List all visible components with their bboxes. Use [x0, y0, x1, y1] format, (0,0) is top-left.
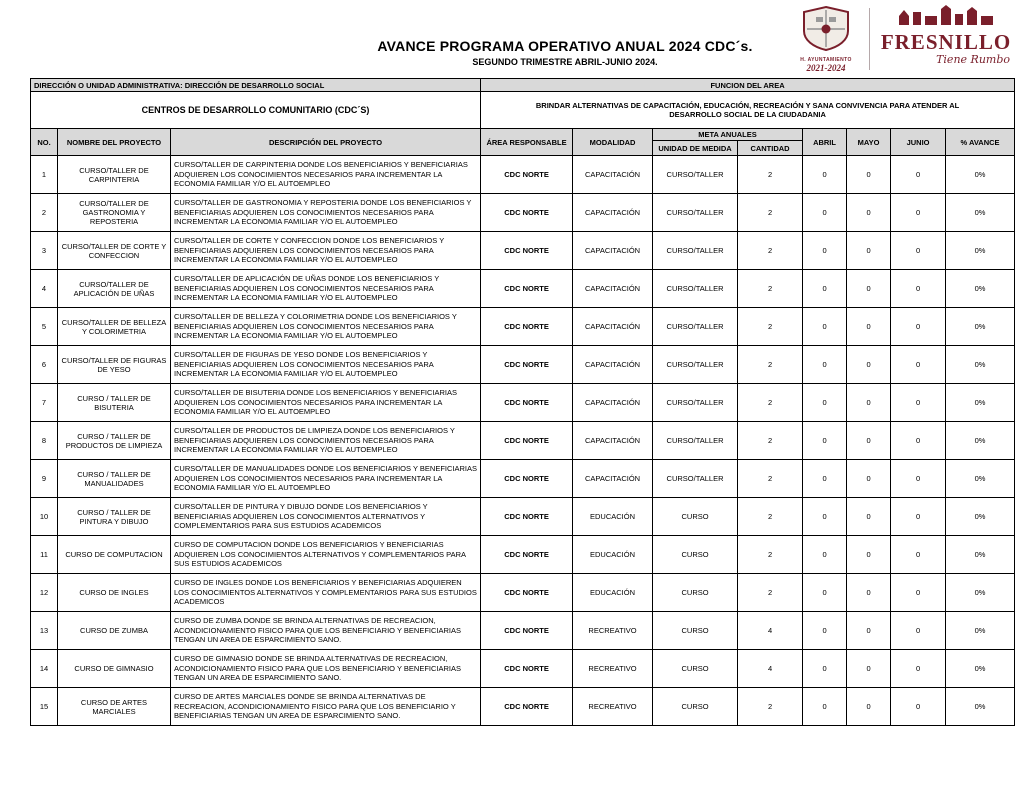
may-value: 0 [847, 194, 891, 232]
table-row [31, 232, 1015, 270]
project-description: CURSO DE ARTES MARCIALES DONDE SE BRINDA ALTERNATIVAS DE RECREACION, ACONDICIONAMIENTO FISICO PARA QUE LOS BENEFICIARIO Y BENEFICIARIAS TENGAN UN AREA DE ESPARCIMIENTO SANO. [171, 688, 481, 726]
table-row [31, 156, 1015, 194]
april-value: 0 [803, 270, 847, 308]
col-abril-header: ABRIL [803, 129, 847, 156]
row-number: 4 [31, 270, 58, 308]
modality: RECREATIVO [573, 612, 653, 650]
col-nombre-header: NOMBRE DEL PROYECTO [58, 129, 171, 156]
unit-of-measure: CURSO [653, 688, 738, 726]
june-value: 0 [891, 194, 946, 232]
unit-of-measure: CURSO/TALLER [653, 460, 738, 498]
table-row [31, 270, 1015, 308]
june-value: 0 [891, 536, 946, 574]
responsible-area: CDC NORTE [481, 612, 573, 650]
crest-years: 2021-2024 [806, 63, 846, 73]
brand-name: FRESNILLO [880, 30, 1012, 54]
project-name: CURSO / TALLER DE PINTURA Y DIBUJO [58, 498, 171, 536]
program-report-table [30, 78, 1015, 726]
april-value: 0 [803, 346, 847, 384]
june-value: 0 [891, 612, 946, 650]
project-description: CURSO DE COMPUTACION DONDE LOS BENEFICIARIOS Y BENEFICIARIAS ADQUIEREN LOS CONOCIMIENTOS ALTERNATIVOS Y COMPLEMENTARIOS PARA SUS ESTUDIOS ACADEMICOS [171, 536, 481, 574]
project-name: CURSO/TALLER DE CARPINTERIA [58, 156, 171, 194]
unit-of-measure: CURSO [653, 574, 738, 612]
modality: CAPACITACIÓN [573, 460, 653, 498]
percent-advance: 0% [946, 156, 1015, 194]
row-number: 12 [31, 574, 58, 612]
june-value: 0 [891, 460, 946, 498]
responsible-area: CDC NORTE [481, 688, 573, 726]
logo-block [793, 5, 1012, 73]
may-value: 0 [847, 384, 891, 422]
table-row [31, 308, 1015, 346]
row-number: 6 [31, 346, 58, 384]
table-row [31, 346, 1015, 384]
percent-advance: 0% [946, 460, 1015, 498]
unit-of-measure: CURSO [653, 536, 738, 574]
percent-advance: 0% [946, 536, 1015, 574]
row-number: 15 [31, 688, 58, 726]
modality: CAPACITACIÓN [573, 156, 653, 194]
annual-quantity: 2 [738, 384, 803, 422]
table-row [31, 688, 1015, 726]
row-number: 8 [31, 422, 58, 460]
project-name: CURSO/TALLER DE BELLEZA Y COLORIMETRIA [58, 308, 171, 346]
row-number: 5 [31, 308, 58, 346]
may-value: 0 [847, 346, 891, 384]
annual-quantity: 2 [738, 688, 803, 726]
unit-of-measure: CURSO/TALLER [653, 232, 738, 270]
table-row [31, 498, 1015, 536]
june-value: 0 [891, 384, 946, 422]
unit-of-measure: CURSO/TALLER [653, 270, 738, 308]
row-number: 3 [31, 232, 58, 270]
april-value: 0 [803, 688, 847, 726]
april-value: 0 [803, 612, 847, 650]
project-name: CURSO DE GIMNASIO [58, 650, 171, 688]
project-description: CURSO DE GIMNASIO DONDE SE BRINDA ALTERNATIVAS DE RECREACION, ACONDICIONAMIENTO FISICO PARA QUE LOS BENEFICIARIO Y BENEFICIARIAS TENGAN UN AREA DE ESPARCIMIENTO SANO. [171, 650, 481, 688]
row-number: 2 [31, 194, 58, 232]
project-description: CURSO/TALLER DE MANUALIDADES DONDE LOS BENEFICIARIOS Y BENEFICIARIAS ADQUIEREN LOS CONOCIMIENTOS NECESARIOS PARA INCREMENTAR LA ECONOMIA FAMILIAR Y/O EL AUTOEMPLEO [171, 460, 481, 498]
col-unidad-header: UNIDAD DE MEDIDA [653, 141, 738, 156]
june-value: 0 [891, 650, 946, 688]
modality: CAPACITACIÓN [573, 270, 653, 308]
project-description: CURSO/TALLER DE APLICACIÓN DE UÑAS DONDE LOS BENEFICIARIOS Y BENEFICIARIAS ADQUIEREN LOS CONOCIMIENTOS NECESARIOS PARA INCREMENTAR LA ECONOMIA FAMILIAR Y/O EL AUTOEMPLEO [171, 270, 481, 308]
april-value: 0 [803, 536, 847, 574]
row-number: 1 [31, 156, 58, 194]
june-value: 0 [891, 688, 946, 726]
may-value: 0 [847, 536, 891, 574]
table-row [31, 422, 1015, 460]
annual-quantity: 4 [738, 612, 803, 650]
col-descripcion-header: DESCRIPCIÓN DEL PROYECTO [171, 129, 481, 156]
annual-quantity: 2 [738, 346, 803, 384]
modality: RECREATIVO [573, 688, 653, 726]
area-function-text: BRINDAR ALTERNATIVAS DE CAPACITACIÓN, EDUCACIÓN, RECREACIÓN Y SANA CONVIVENCIA PARA ATENDER AL DESARROLLO SOCIAL DE LA CIUDADANIA [481, 92, 1015, 129]
admin-unit-header: DIRECCIÓN O UNIDAD ADMINISTRATIVA: DIRECCIÓN DE DESARROLLO SOCIAL [31, 79, 481, 92]
annual-quantity: 2 [738, 460, 803, 498]
table-row [31, 612, 1015, 650]
project-name: CURSO/TALLER DE CORTE Y CONFECCION [58, 232, 171, 270]
april-value: 0 [803, 650, 847, 688]
june-value: 0 [891, 422, 946, 460]
unit-of-measure: CURSO/TALLER [653, 194, 738, 232]
page-subtitle: SEGUNDO TRIMESTRE ABRIL-JUNIO 2024. [472, 57, 658, 67]
project-name: CURSO DE INGLES [58, 574, 171, 612]
row-number: 14 [31, 650, 58, 688]
col-meta-anuales-header: META ANUALES [653, 129, 803, 141]
annual-quantity: 2 [738, 308, 803, 346]
percent-advance: 0% [946, 346, 1015, 384]
unit-of-measure: CURSO [653, 612, 738, 650]
april-value: 0 [803, 574, 847, 612]
june-value: 0 [891, 270, 946, 308]
page-header [0, 0, 1024, 78]
project-description: CURSO/TALLER DE PINTURA Y DIBUJO DONDE LOS BENEFICIARIOS Y BENEFICIARIAS ADQUIEREN LOS CONOCIMIENTOS ALTERNATIVOS Y COMPLEMENTARIOS PARA SUS ESTUDIOS ACADEMICOS [171, 498, 481, 536]
june-value: 0 [891, 498, 946, 536]
project-name: CURSO/TALLER DE APLICACIÓN DE UÑAS [58, 270, 171, 308]
row-number: 10 [31, 498, 58, 536]
col-mayo-header: MAYO [847, 129, 891, 156]
modality: CAPACITACIÓN [573, 422, 653, 460]
project-description: CURSO/TALLER DE FIGURAS DE YESO DONDE LOS BENEFICIARIOS Y BENEFICIARIAS ADQUIEREN LOS CONOCIMIENTOS NECESARIOS PARA INCREMENTAR LA ECONOMIA FAMILIAR Y/O EL AUTOEMPLEO [171, 346, 481, 384]
modality: EDUCACIÓN [573, 498, 653, 536]
annual-quantity: 2 [738, 536, 803, 574]
annual-quantity: 2 [738, 232, 803, 270]
may-value: 0 [847, 498, 891, 536]
may-value: 0 [847, 156, 891, 194]
annual-quantity: 2 [738, 422, 803, 460]
percent-advance: 0% [946, 688, 1015, 726]
row-number: 11 [31, 536, 58, 574]
table-row [31, 194, 1015, 232]
annual-quantity: 2 [738, 574, 803, 612]
april-value: 0 [803, 422, 847, 460]
june-value: 0 [891, 346, 946, 384]
responsible-area: CDC NORTE [481, 156, 573, 194]
table-row [31, 460, 1015, 498]
may-value: 0 [847, 232, 891, 270]
row-number: 9 [31, 460, 58, 498]
table-row [31, 650, 1015, 688]
annual-quantity: 2 [738, 194, 803, 232]
percent-advance: 0% [946, 308, 1015, 346]
unit-of-measure: CURSO/TALLER [653, 422, 738, 460]
may-value: 0 [847, 688, 891, 726]
percent-advance: 0% [946, 384, 1015, 422]
modality: CAPACITACIÓN [573, 346, 653, 384]
annual-quantity: 4 [738, 650, 803, 688]
responsible-area: CDC NORTE [481, 346, 573, 384]
col-cantidad-header: CANTIDAD [738, 141, 803, 156]
april-value: 0 [803, 156, 847, 194]
project-name: CURSO DE COMPUTACION [58, 536, 171, 574]
april-value: 0 [803, 498, 847, 536]
june-value: 0 [891, 232, 946, 270]
may-value: 0 [847, 270, 891, 308]
june-value: 0 [891, 308, 946, 346]
cdc-section-title: CENTROS DE DESARROLLO COMUNITARIO (CDC´S) [31, 92, 481, 129]
annual-quantity: 2 [738, 156, 803, 194]
may-value: 0 [847, 460, 891, 498]
responsible-area: CDC NORTE [481, 194, 573, 232]
project-name: CURSO DE ARTES MARCIALES [58, 688, 171, 726]
project-name: CURSO / TALLER DE BISUTERIA [58, 384, 171, 422]
project-description: CURSO DE ZUMBA DONDE SE BRINDA ALTERNATIVAS DE RECREACION, ACONDICIONAMIENTO FISICO PARA QUE LOS BENEFICIARIO Y BENEFICIARIAS TENGAN UN AREA DE ESPARCIMIENTO SANO. [171, 612, 481, 650]
project-name: CURSO / TALLER DE PRODUCTOS DE LIMPIEZA [58, 422, 171, 460]
annual-quantity: 2 [738, 270, 803, 308]
project-description: CURSO/TALLER DE PRODUCTOS DE LIMPIEZA DONDE LOS BENEFICIARIOS Y BENEFICIARIAS ADQUIEREN LOS CONOCIMIENTOS NECESARIOS PARA INCREMENTAR LA ECONOMIA FAMILIAR Y/O EL AUTOEMPLEO [171, 422, 481, 460]
brand-tagline: Tiene Rumbo [936, 53, 1010, 66]
unit-of-measure: CURSO/TALLER [653, 346, 738, 384]
responsible-area: CDC NORTE [481, 308, 573, 346]
table-row [31, 574, 1015, 612]
percent-advance: 0% [946, 422, 1015, 460]
col-modalidad-header: MODALIDAD [573, 129, 653, 156]
responsible-area: CDC NORTE [481, 232, 573, 270]
may-value: 0 [847, 574, 891, 612]
crest-shield-icon [798, 5, 854, 56]
june-value: 0 [891, 156, 946, 194]
col-avance-header: % AVANCE [946, 129, 1015, 156]
may-value: 0 [847, 612, 891, 650]
project-description: CURSO DE INGLES DONDE LOS BENEFICIARIOS Y BENEFICIARIAS ADQUIEREN LOS CONOCIMIENTOS ALTERNATIVOS Y COMPLEMENTARIOS PARA SUS ESTUDIOS ACADEMICOS [171, 574, 481, 612]
project-description: CURSO/TALLER DE CORTE Y CONFECCION DONDE LOS BENEFICIARIOS Y BENEFICIARIAS ADQUIEREN LOS CONOCIMIENTOS NECESARIOS PARA INCREMENTAR LA ECONOMIA FAMILIAR Y/O EL AUTOEMPLEO [171, 232, 481, 270]
annual-quantity: 2 [738, 498, 803, 536]
table-row [31, 384, 1015, 422]
project-table-body [31, 156, 1015, 726]
unit-of-measure: CURSO/TALLER [653, 384, 738, 422]
responsible-area: CDC NORTE [481, 384, 573, 422]
modality: CAPACITACIÓN [573, 232, 653, 270]
percent-advance: 0% [946, 574, 1015, 612]
percent-advance: 0% [946, 612, 1015, 650]
fresnillo-brand-logo [880, 5, 1012, 66]
unit-of-measure: CURSO [653, 498, 738, 536]
april-value: 0 [803, 384, 847, 422]
project-name: CURSO / TALLER DE MANUALIDADES [58, 460, 171, 498]
row-number: 13 [31, 612, 58, 650]
percent-advance: 0% [946, 270, 1015, 308]
project-name: CURSO/TALLER DE FIGURAS DE YESO [58, 346, 171, 384]
page-title: AVANCE PROGRAMA OPERATIVO ANUAL 2024 CDC´s. [377, 38, 753, 54]
col-area-header: ÁREA RESPONSABLE [481, 129, 573, 156]
responsible-area: CDC NORTE [481, 650, 573, 688]
responsible-area: CDC NORTE [481, 498, 573, 536]
may-value: 0 [847, 422, 891, 460]
percent-advance: 0% [946, 232, 1015, 270]
modality: CAPACITACIÓN [573, 384, 653, 422]
unit-of-measure: CURSO/TALLER [653, 156, 738, 194]
responsible-area: CDC NORTE [481, 422, 573, 460]
responsible-area: CDC NORTE [481, 574, 573, 612]
april-value: 0 [803, 232, 847, 270]
modality: CAPACITACIÓN [573, 194, 653, 232]
crest-caption: H. AYUNTAMIENTO [800, 57, 852, 63]
responsible-area: CDC NORTE [481, 536, 573, 574]
unit-of-measure: CURSO [653, 650, 738, 688]
june-value: 0 [891, 574, 946, 612]
unit-of-measure: CURSO/TALLER [653, 308, 738, 346]
building-skyline-icon [897, 5, 995, 30]
project-name: CURSO DE ZUMBA [58, 612, 171, 650]
april-value: 0 [803, 308, 847, 346]
row-number: 7 [31, 384, 58, 422]
col-no-header: NO. [31, 129, 58, 156]
modality: RECREATIVO [573, 650, 653, 688]
may-value: 0 [847, 308, 891, 346]
modality: EDUCACIÓN [573, 574, 653, 612]
april-value: 0 [803, 460, 847, 498]
modality: EDUCACIÓN [573, 536, 653, 574]
area-function-header: FUNCION DEL AREA [481, 79, 1015, 92]
project-name: CURSO/TALLER DE GASTRONOMIA Y REPOSTERIA [58, 194, 171, 232]
project-description: CURSO/TALLER DE CARPINTERIA DONDE LOS BENEFICIARIOS Y BENEFICIARIAS ADQUIEREN LOS CONOCIMIENTOS NECESARIOS PARA INCREMENTAR LA ECONOMIA FAMILIAR Y/O EL AUTOEMPLEO [171, 156, 481, 194]
responsible-area: CDC NORTE [481, 460, 573, 498]
responsible-area: CDC NORTE [481, 270, 573, 308]
modality: CAPACITACIÓN [573, 308, 653, 346]
project-description: CURSO/TALLER DE BISUTERIA DONDE LOS BENEFICIARIOS Y BENEFICIARIAS ADQUIEREN LOS CONOCIMIENTOS NECESARIOS PARA INCREMENTAR LA ECONOMIA FAMILIAR Y/O EL AUTOEMPLEO [171, 384, 481, 422]
project-description: CURSO/TALLER DE GASTRONOMIA Y REPOSTERIA DONDE LOS BENEFICIARIOS Y BENEFICIARIAS ADQUIEREN LOS CONOCIMIENTOS NECESARIOS PARA INCREMENTAR LA ECONOMIA FAMILIAR Y/O EL AUTOEMPLEO [171, 194, 481, 232]
percent-advance: 0% [946, 194, 1015, 232]
col-junio-header: JUNIO [891, 129, 946, 156]
april-value: 0 [803, 194, 847, 232]
municipal-crest-logo [793, 5, 859, 73]
project-description: CURSO/TALLER DE BELLEZA Y COLORIMETRIA DONDE LOS BENEFICIARIOS Y BENEFICIARIAS ADQUIEREN LOS CONOCIMIENTOS NECESARIOS PARA INCREMENTAR LA ECONOMIA FAMILIAR Y/O EL AUTOEMPLEO [171, 308, 481, 346]
table-row [31, 536, 1015, 574]
percent-advance: 0% [946, 650, 1015, 688]
logo-divider [869, 8, 870, 70]
may-value: 0 [847, 650, 891, 688]
percent-advance: 0% [946, 498, 1015, 536]
